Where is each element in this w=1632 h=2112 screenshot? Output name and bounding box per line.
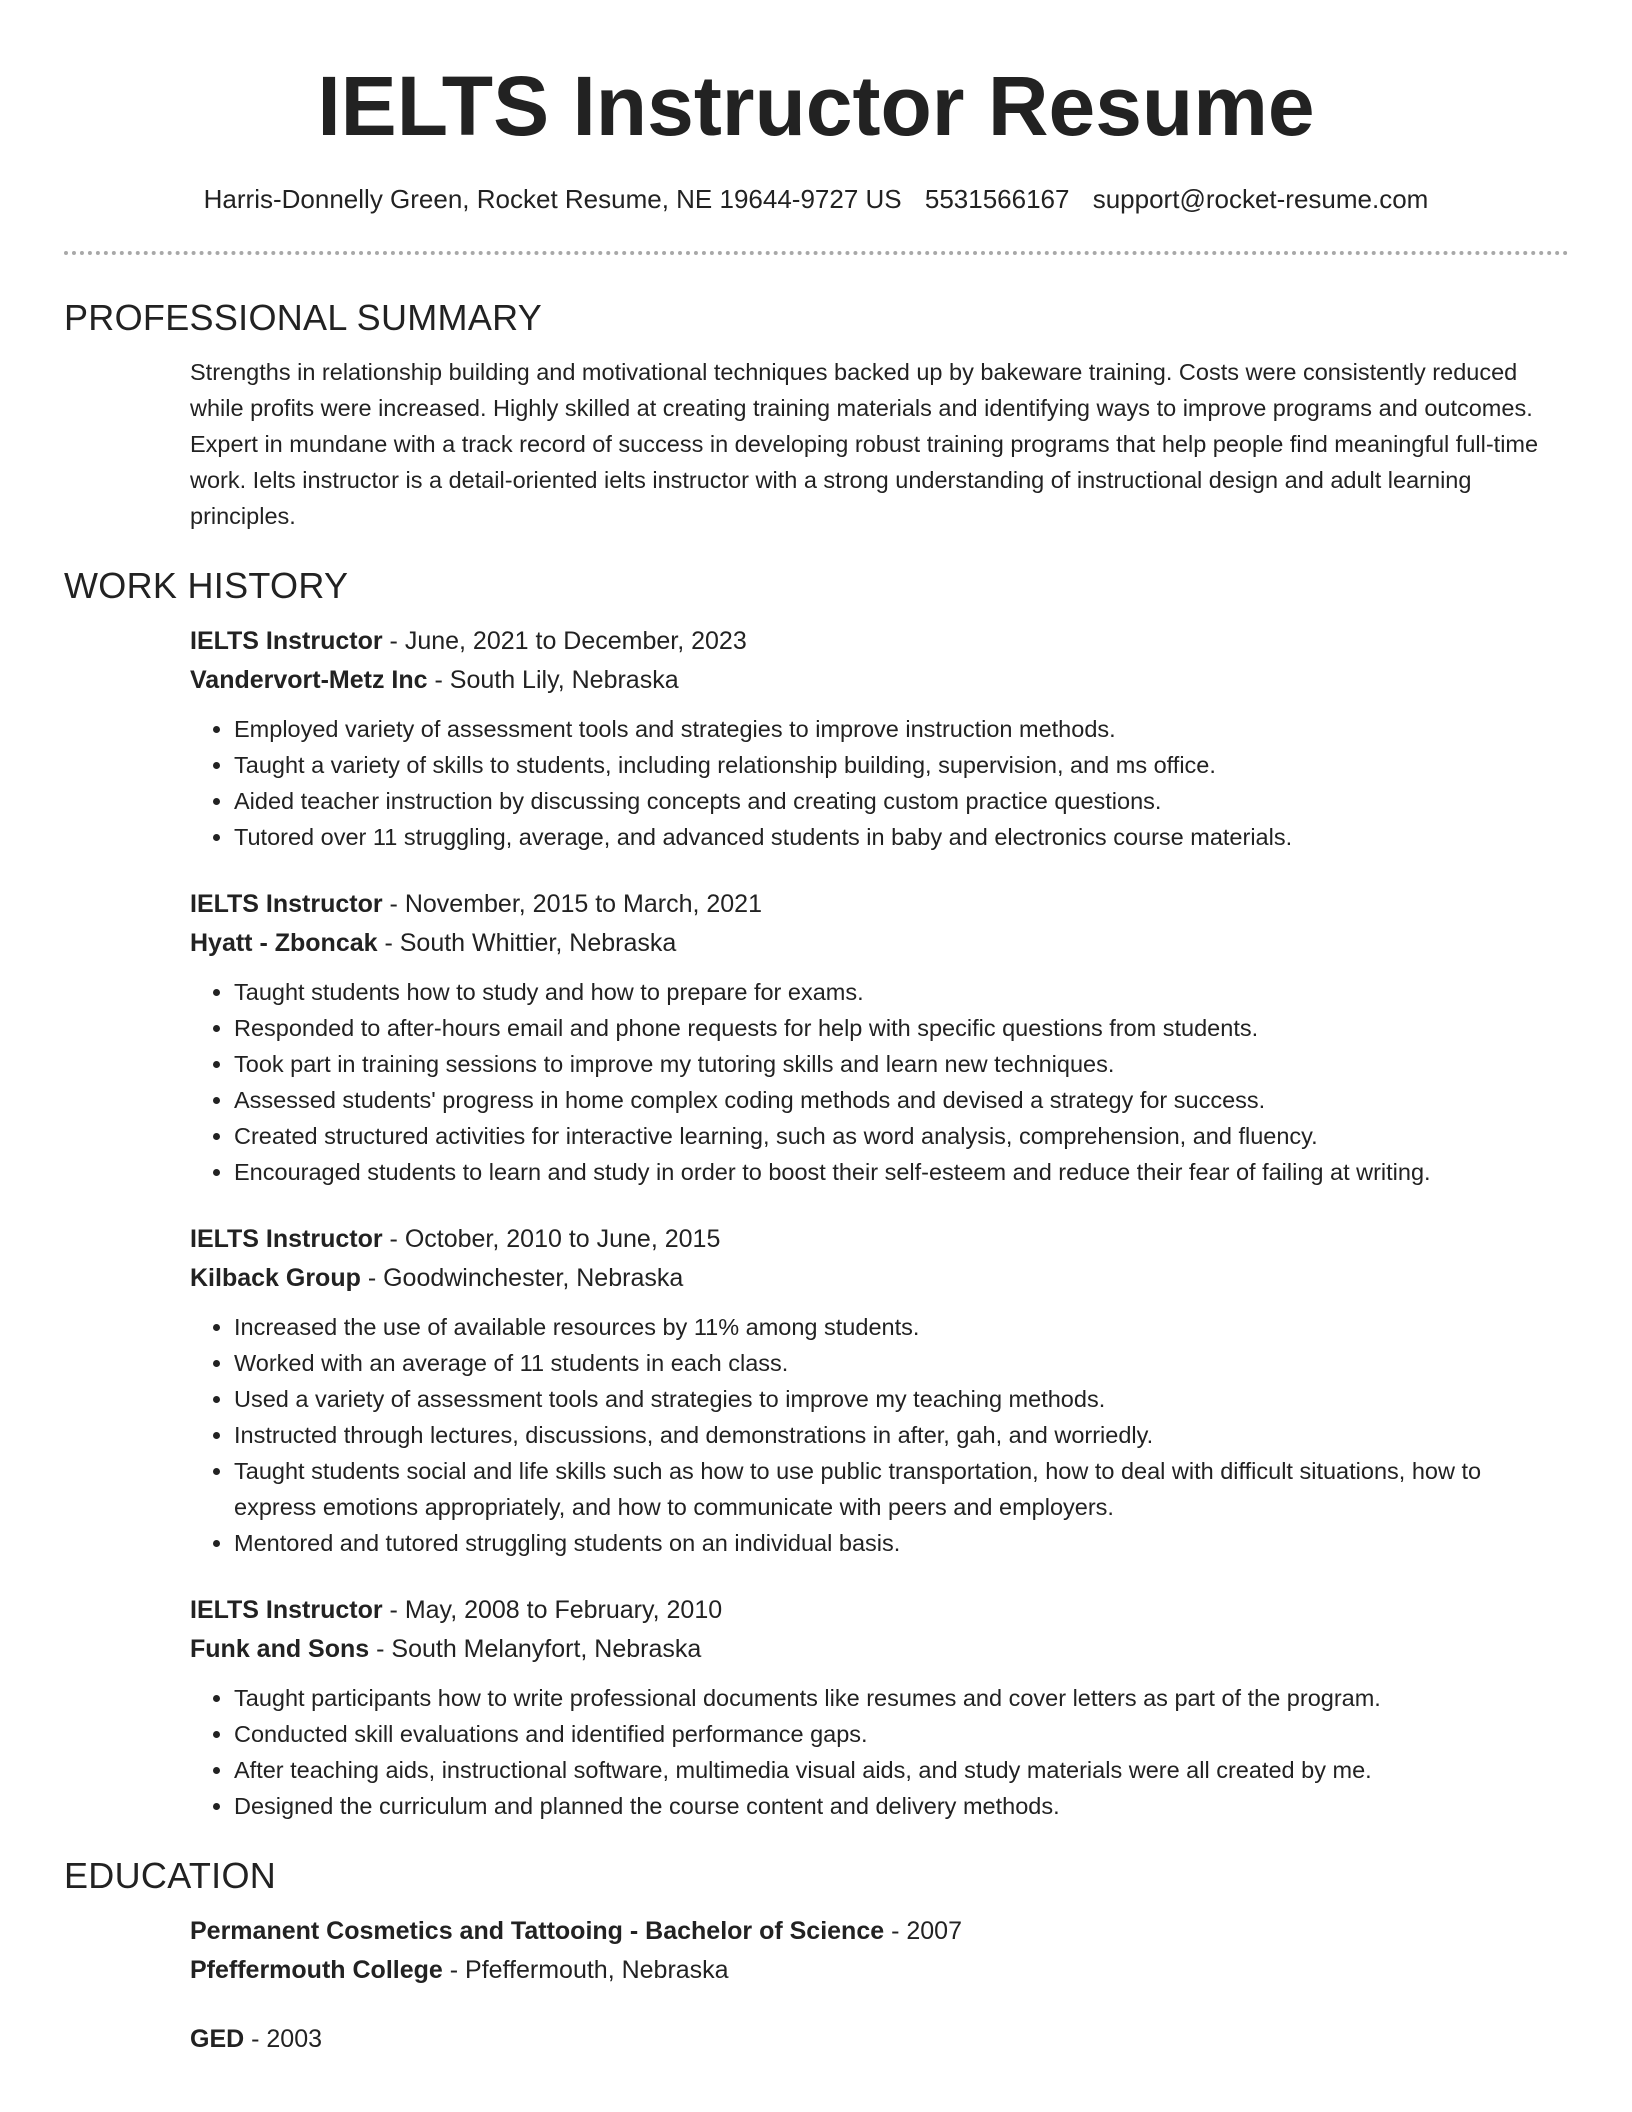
contact-address: Harris-Donnelly Green, Rocket Resume, NE 19644-9727 US [203,184,902,214]
education-separator: - [442,1956,466,1984]
job-dates: June, 2021 to December, 2023 [404,627,747,655]
job-title: IELTS Instructor [190,627,383,655]
education-entry [190,1912,1569,1990]
job-dates: May, 2008 to February, 2010 [404,1596,723,1624]
job-title: IELTS Instructor [190,1596,383,1624]
job-bullet: • Used a variety of assessment tools and strategies to improve my teaching methods. [234,1381,1569,1417]
job-company: Funk and Sons [190,1635,370,1663]
job-bullets [190,1309,1569,1561]
job-title: IELTS Instructor [190,1225,383,1253]
job-separator: - [382,1596,405,1624]
job-bullet: • Increased the use of available resources by 11% among students. [234,1309,1569,1345]
job-entry [190,885,1569,1190]
job-location: South Whittier, Nebraska [399,929,677,957]
job-company: Vandervort-Metz Inc [190,666,428,694]
job-bullet: • Taught a variety of skills to students, including relationship building, supervision, and ms office. [234,747,1569,783]
education-year: 2007 [906,1917,962,1945]
job-company-line [190,924,1569,963]
job-bullet: • Conducted skill evaluations and identified performance gaps. [234,1716,1569,1752]
education-list [190,1912,1569,2059]
job-bullets [190,1680,1569,1824]
job-entry [190,622,1569,855]
resume-content [64,296,1569,2089]
education-location: Pfeffermouth, Nebraska [465,1956,729,1984]
education-degree-line [190,2020,1569,2059]
job-bullet: • Taught students social and life skills such as how to use public transportation, how to deal with difficult situations, how to express emotions appropriately, and how to communicate with peers and employers. [234,1453,1569,1525]
jobs-list [190,622,1569,1824]
work-history-heading: WORK HISTORY [64,565,349,606]
job-bullet: • Designed the curriculum and planned the course content and delivery methods. [234,1788,1569,1824]
job-bullet: • Instructed through lectures, discussions, and demonstrations in after, gah, and worriedly. [234,1417,1569,1453]
education-section [64,1854,1569,2059]
job-entry [190,1591,1569,1824]
job-separator: - [377,929,400,957]
summary-text: Strengths in relationship building and motivational techniques backed up by bakeware training. Costs were consistently reduced while profits were increased. Highly skilled at creating training materials and identifying ways to improve programs and outcomes. Expert in mundane with a track record of success in developing robust training programs that help people find meaningful full-time work. Ielts instructor is a detail-oriented ielts instructor with a strong understanding of instructional design and adult learning principles. [190,359,1539,529]
job-entry [190,1220,1569,1561]
job-company: Hyatt - Zboncak [190,929,378,957]
job-title: IELTS Instructor [190,890,383,918]
work-history-section [64,564,1569,1824]
job-location: Goodwinchester, Nebraska [383,1264,684,1292]
job-separator: - [427,666,450,694]
job-title-line [190,1591,1569,1630]
job-bullet: • Created structured activities for interactive learning, such as word analysis, comprehension, and fluency. [234,1118,1569,1154]
job-bullet: • Assessed students' progress in home complex coding methods and devised a strategy for success. [234,1082,1569,1118]
job-bullet: • Taught participants how to write professional documents like resumes and cover letters as part of the program. [234,1680,1569,1716]
job-separator: - [382,627,405,655]
job-bullet: • Tutored over 11 struggling, average, and advanced students in baby and electronics course materials. [234,819,1569,855]
education-degree-line [190,1912,1569,1951]
education-entry [190,2020,1569,2059]
job-dates: October, 2010 to June, 2015 [404,1225,721,1253]
contact-phone: 5531566167 [924,184,1070,214]
job-separator: - [360,1264,384,1292]
job-separator: - [382,890,405,918]
job-bullet: • Employed variety of assessment tools and strategies to improve instruction methods. [234,711,1569,747]
job-separator: - [369,1635,392,1663]
job-bullet: • Aided teacher instruction by discussing concepts and creating custom practice questions. [234,783,1569,819]
job-company-line [190,1259,1569,1298]
job-company-line [190,1630,1569,1669]
education-school-line [190,1951,1569,1990]
job-company: Kilback Group [190,1264,361,1292]
job-bullets [190,974,1569,1190]
job-bullet: • Took part in training sessions to improve my tutoring skills and learn new techniques. [234,1046,1569,1082]
job-bullet: • Worked with an average of 11 students in each class. [234,1345,1569,1381]
education-degree: Permanent Cosmetics and Tattooing - Bachelor of Science [190,1917,885,1945]
contact-line [0,182,1632,216]
header-divider [64,251,1569,255]
job-company-line [190,661,1569,700]
job-title-line [190,885,1569,924]
education-separator: - [244,2025,267,2053]
job-title-line [190,622,1569,661]
job-bullet: • Responded to after-hours email and phone requests for help with specific questions from students. [234,1010,1569,1046]
job-bullet: • After teaching aids, instructional software, multimedia visual aids, and study materials were all created by me. [234,1752,1569,1788]
job-separator: - [382,1225,405,1253]
job-bullets [190,711,1569,855]
job-title-line [190,1220,1569,1259]
education-heading: EDUCATION [64,1855,277,1896]
summary-section [64,296,1569,534]
resume-title: IELTS Instructor Resume [317,59,1315,153]
education-separator: - [884,1917,907,1945]
job-bullet: • Taught students how to study and how to prepare for exams. [234,974,1569,1010]
job-location: South Melanyfort, Nebraska [391,1635,702,1663]
education-year: 2003 [266,2025,323,2053]
job-dates: November, 2015 to March, 2021 [404,890,762,918]
job-bullet: • Encouraged students to learn and study in order to boost their self-esteem and reduce their fear of failing at writing. [234,1154,1569,1190]
job-bullet: • Mentored and tutored struggling students on an individual basis. [234,1525,1569,1561]
education-school: Pfeffermouth College [190,1956,443,1984]
job-location: South Lily, Nebraska [449,666,679,694]
contact-email: support@rocket-resume.com [1092,184,1429,214]
education-degree: GED [190,2025,245,2053]
summary-heading: PROFESSIONAL SUMMARY [64,297,543,338]
